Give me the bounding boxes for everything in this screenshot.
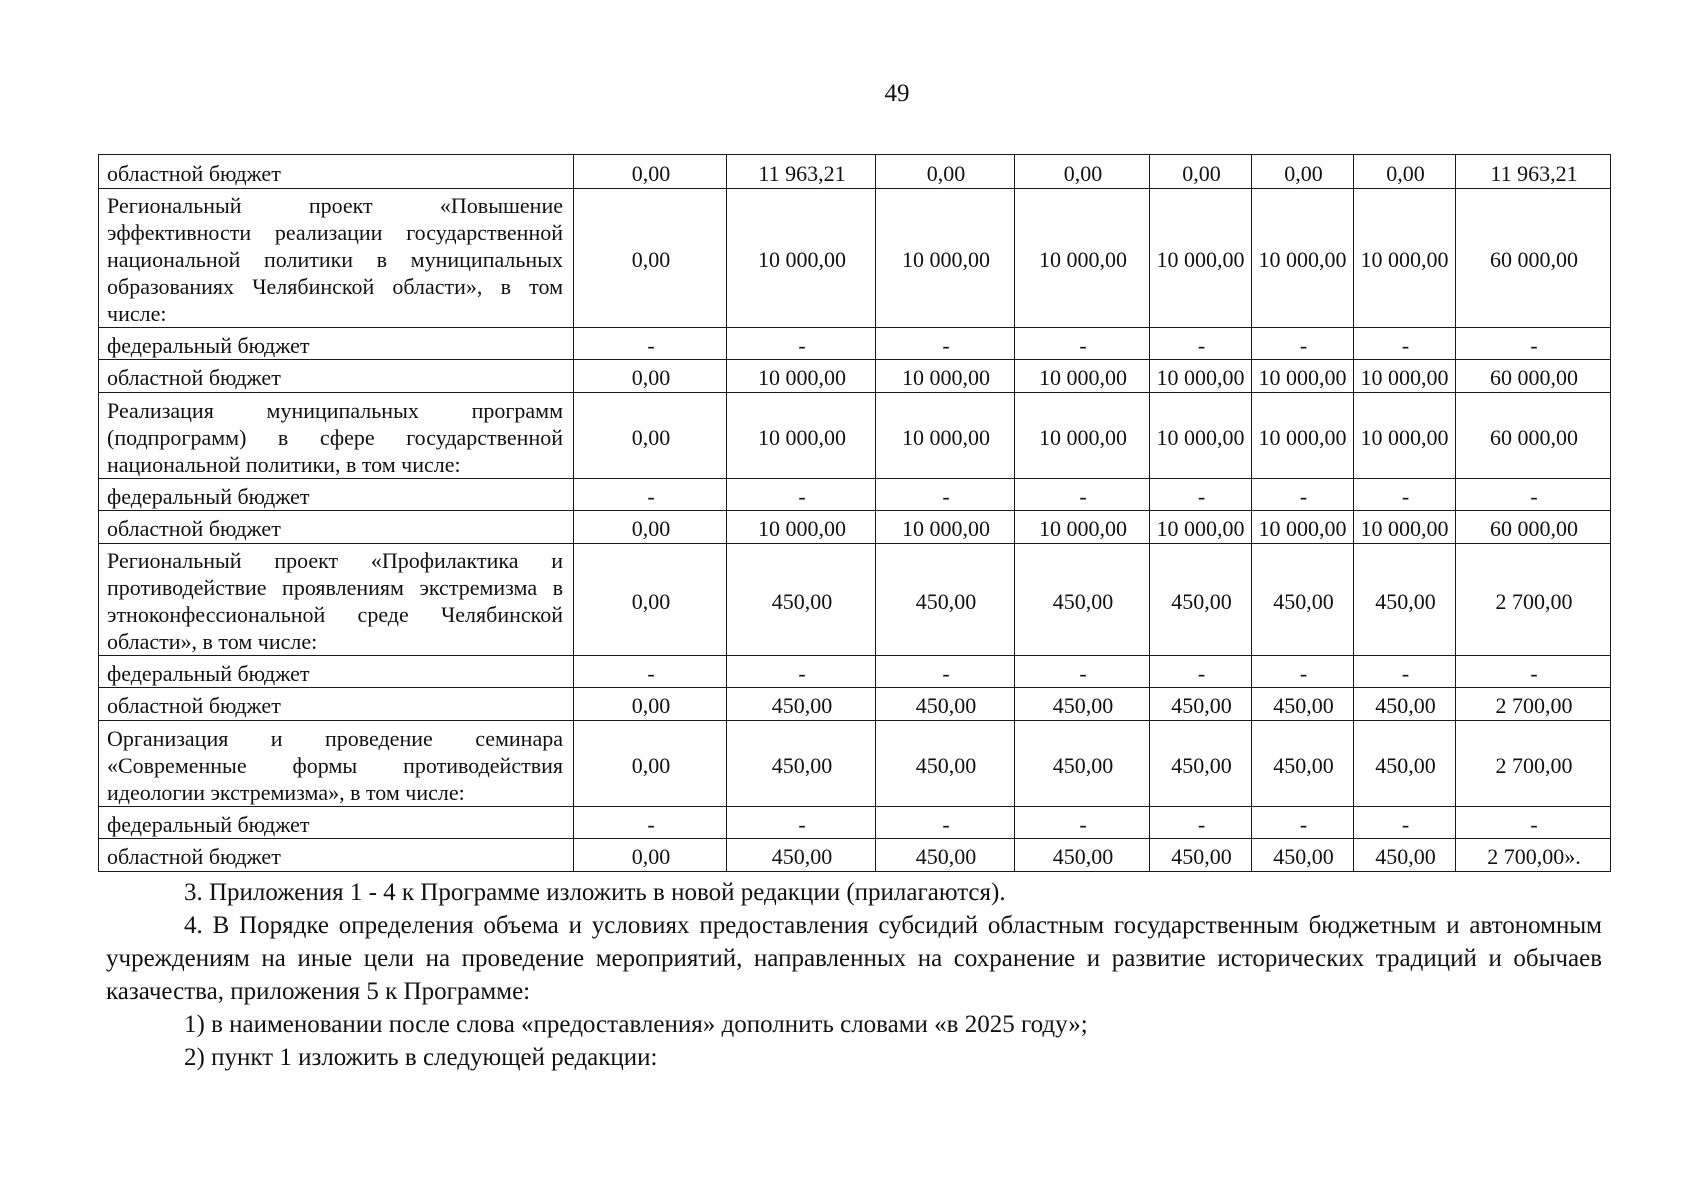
value-cell: -: [574, 807, 727, 839]
value-cell: -: [574, 656, 727, 688]
paragraph-item-4: 4. В Порядке определения объема и условиях предоставления субсидий областным государственным бюджетным и автономным учреждениям на иные цели на проведение мероприятий, направленных на сохранение и развитие исторических традиций и обычаев казачества, приложения 5 к Программе:: [106, 912, 1602, 1005]
total-cell: 2 700,00».: [1456, 839, 1611, 872]
value-cell: -: [1354, 807, 1456, 839]
row-label: областной бюджет: [99, 511, 574, 544]
value-cell: 450,00: [1354, 721, 1456, 807]
budget-table-body: [99, 155, 1611, 872]
value-cell: 450,00: [1150, 688, 1252, 721]
value-cell: 450,00: [727, 721, 876, 807]
value-cell: -: [1015, 656, 1150, 688]
table-row: [99, 656, 1611, 688]
value-cell: 10 000,00: [1015, 393, 1150, 479]
table-row: [99, 544, 1611, 656]
value-cell: -: [1015, 479, 1150, 511]
total-cell: 11 963,21: [1456, 155, 1611, 189]
value-cell: -: [1252, 328, 1354, 360]
total-cell: -: [1456, 807, 1611, 839]
value-cell: 10 000,00: [1354, 511, 1456, 544]
value-cell: 0,00: [574, 511, 727, 544]
total-cell: 2 700,00: [1456, 721, 1611, 807]
value-cell: 0,00: [1252, 155, 1354, 189]
total-cell: 2 700,00: [1456, 544, 1611, 656]
value-cell: -: [876, 807, 1015, 839]
table-row: [99, 479, 1611, 511]
value-cell: 10 000,00: [1150, 360, 1252, 393]
value-cell: 450,00: [876, 544, 1015, 656]
value-cell: 450,00: [1015, 688, 1150, 721]
total-cell: 60 000,00: [1456, 360, 1611, 393]
table-row: [99, 839, 1611, 872]
value-cell: 10 000,00: [1252, 189, 1354, 328]
value-cell: 10 000,00: [1354, 360, 1456, 393]
value-cell: 0,00: [574, 360, 727, 393]
total-cell: 60 000,00: [1456, 393, 1611, 479]
table-row: [99, 688, 1611, 721]
value-cell: -: [1150, 328, 1252, 360]
value-cell: 450,00: [1150, 721, 1252, 807]
value-cell: 10 000,00: [1252, 511, 1354, 544]
table-row: [99, 511, 1611, 544]
table-row: [99, 189, 1611, 328]
row-label: областной бюджет: [99, 155, 574, 189]
value-cell: 0,00: [574, 721, 727, 807]
budget-table: [98, 154, 1611, 872]
paragraph-subitem-1: 1) в наименовании после слова «предоставления» дополнить словами «в 2025 году»;: [184, 1011, 1088, 1038]
value-cell: -: [876, 479, 1015, 511]
value-cell: 10 000,00: [1015, 189, 1150, 328]
value-cell: -: [727, 328, 876, 360]
total-cell: -: [1456, 479, 1611, 511]
value-cell: 0,00: [574, 155, 727, 189]
table-row: [99, 155, 1611, 189]
value-cell: -: [876, 328, 1015, 360]
table-row: [99, 328, 1611, 360]
value-cell: 450,00: [1354, 839, 1456, 872]
paragraph-subitem-2: 2) пункт 1 изложить в следующей редакции:: [184, 1044, 658, 1071]
row-label: федеральный бюджет: [99, 479, 574, 511]
row-label: областной бюджет: [99, 360, 574, 393]
value-cell: 450,00: [1252, 544, 1354, 656]
value-cell: 0,00: [1015, 155, 1150, 189]
value-cell: -: [574, 328, 727, 360]
value-cell: -: [727, 479, 876, 511]
value-cell: 450,00: [1015, 544, 1150, 656]
document-body: [106, 876, 1602, 1074]
value-cell: -: [727, 807, 876, 839]
value-cell: -: [574, 479, 727, 511]
value-cell: -: [1354, 479, 1456, 511]
table-row: [99, 360, 1611, 393]
total-cell: 60 000,00: [1456, 511, 1611, 544]
value-cell: -: [1150, 807, 1252, 839]
value-cell: -: [1015, 807, 1150, 839]
value-cell: 10 000,00: [1015, 360, 1150, 393]
value-cell: -: [1252, 479, 1354, 511]
row-label: Региональный проект «Профилактика и противодействие проявлениям экстремизма в этноконфессиональной среде Челябинской области», в том числе:: [99, 544, 574, 656]
row-label: федеральный бюджет: [99, 807, 574, 839]
value-cell: 10 000,00: [1354, 393, 1456, 479]
value-cell: 10 000,00: [876, 511, 1015, 544]
value-cell: -: [876, 656, 1015, 688]
total-cell: 2 700,00: [1456, 688, 1611, 721]
value-cell: 450,00: [727, 688, 876, 721]
table-row: [99, 807, 1611, 839]
value-cell: 450,00: [876, 721, 1015, 807]
value-cell: 450,00: [876, 839, 1015, 872]
value-cell: 450,00: [727, 544, 876, 656]
value-cell: 10 000,00: [1150, 511, 1252, 544]
value-cell: 0,00: [574, 189, 727, 328]
value-cell: 0,00: [876, 155, 1015, 189]
total-cell: 60 000,00: [1456, 189, 1611, 328]
row-label: областной бюджет: [99, 839, 574, 872]
value-cell: 450,00: [1354, 544, 1456, 656]
value-cell: 10 000,00: [1354, 189, 1456, 328]
value-cell: 0,00: [1150, 155, 1252, 189]
value-cell: 450,00: [1015, 721, 1150, 807]
value-cell: 0,00: [574, 544, 727, 656]
value-cell: 10 000,00: [876, 360, 1015, 393]
value-cell: 10 000,00: [727, 189, 876, 328]
value-cell: 10 000,00: [1252, 360, 1354, 393]
value-cell: 450,00: [1252, 839, 1354, 872]
value-cell: 450,00: [1150, 839, 1252, 872]
value-cell: 11 963,21: [727, 155, 876, 189]
value-cell: 10 000,00: [876, 189, 1015, 328]
value-cell: 0,00: [574, 839, 727, 872]
value-cell: -: [1150, 479, 1252, 511]
value-cell: 450,00: [1015, 839, 1150, 872]
row-label: Региональный проект «Повышение эффективности реализации государственной национальной политики в муниципальных образованиях Челябинской области», в том числе:: [99, 189, 574, 328]
value-cell: 10 000,00: [1015, 511, 1150, 544]
value-cell: 10 000,00: [727, 360, 876, 393]
value-cell: 450,00: [1252, 721, 1354, 807]
total-cell: -: [1456, 656, 1611, 688]
value-cell: 450,00: [727, 839, 876, 872]
table-row: [99, 393, 1611, 479]
value-cell: 450,00: [1150, 544, 1252, 656]
value-cell: 0,00: [1354, 155, 1456, 189]
value-cell: -: [727, 656, 876, 688]
paragraph-item-3: 3. Приложения 1 - 4 к Программе изложить в новой редакции (прилагаются).: [184, 879, 1006, 906]
value-cell: 0,00: [574, 688, 727, 721]
value-cell: -: [1015, 328, 1150, 360]
value-cell: 10 000,00: [1150, 393, 1252, 479]
value-cell: 0,00: [574, 393, 727, 479]
value-cell: -: [1252, 807, 1354, 839]
row-label: Реализация муниципальных программ (подпрограмм) в сфере государственной национальной политики, в том числе:: [99, 393, 574, 479]
row-label: областной бюджет: [99, 688, 574, 721]
table-row: [99, 721, 1611, 807]
value-cell: 10 000,00: [876, 393, 1015, 479]
value-cell: -: [1354, 328, 1456, 360]
value-cell: -: [1354, 656, 1456, 688]
row-label: Организация и проведение семинара «Современные формы противодействия идеологии экстремизма», в том числе:: [99, 721, 574, 807]
value-cell: 10 000,00: [727, 511, 876, 544]
page-number: 49: [884, 80, 910, 107]
value-cell: -: [1252, 656, 1354, 688]
row-label: федеральный бюджет: [99, 328, 574, 360]
value-cell: 450,00: [1354, 688, 1456, 721]
row-label: федеральный бюджет: [99, 656, 574, 688]
value-cell: 10 000,00: [727, 393, 876, 479]
value-cell: -: [1150, 656, 1252, 688]
value-cell: 10 000,00: [1252, 393, 1354, 479]
value-cell: 450,00: [876, 688, 1015, 721]
value-cell: 450,00: [1252, 688, 1354, 721]
value-cell: 10 000,00: [1150, 189, 1252, 328]
total-cell: -: [1456, 328, 1611, 360]
